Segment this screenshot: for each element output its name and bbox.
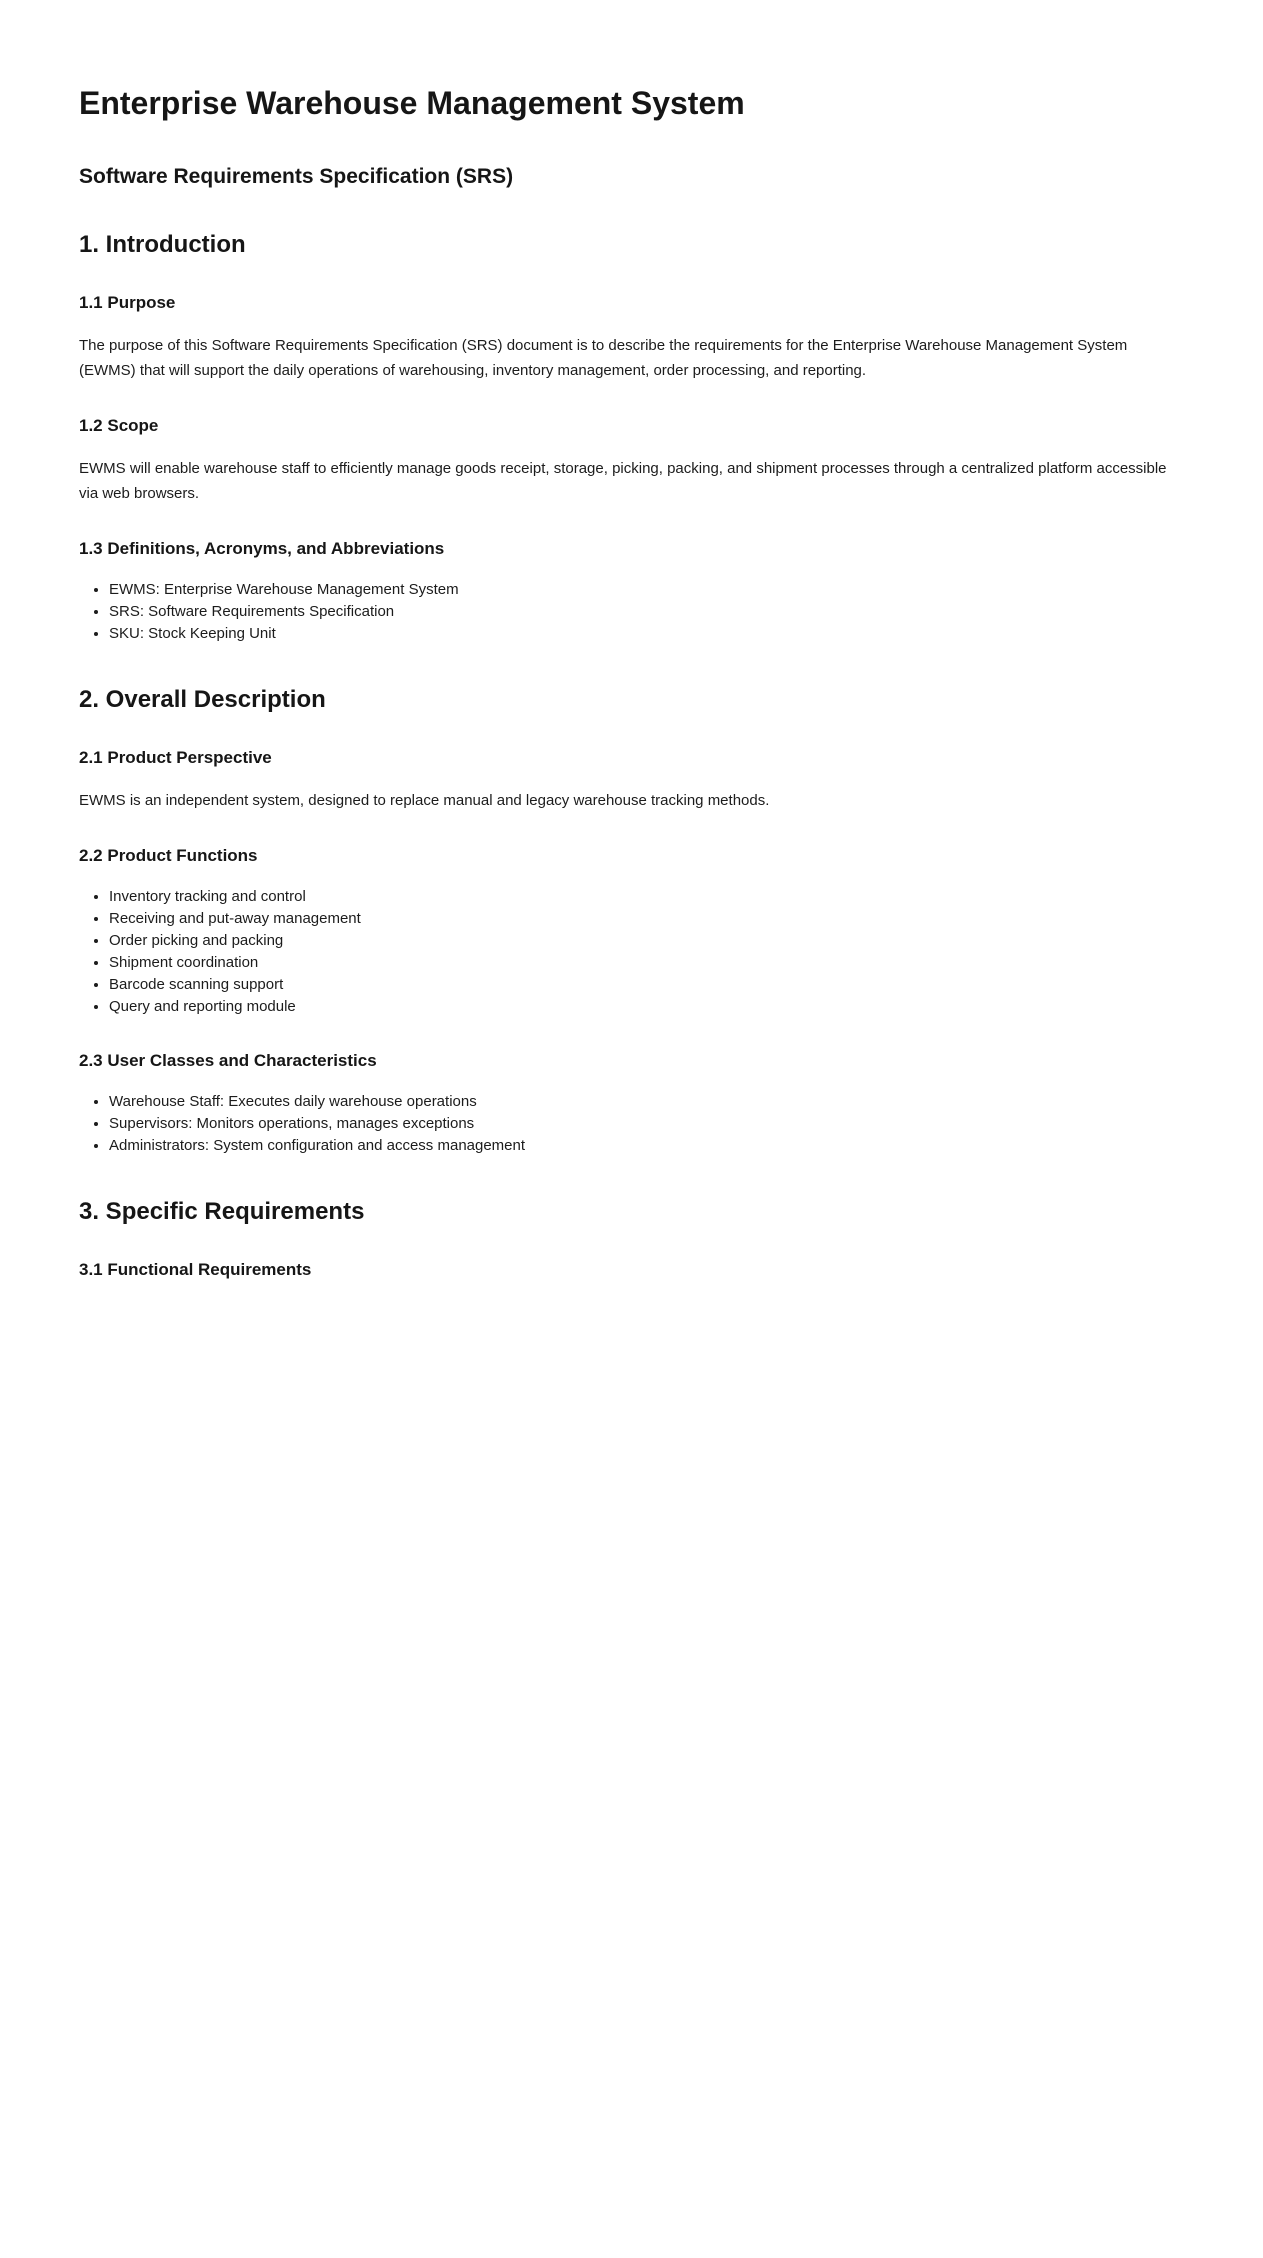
list-item: • Warehouse Staff: Executes daily warehouse operations (109, 1091, 1184, 1113)
subsection-heading-product-perspective: 2.1 Product Perspective (79, 748, 272, 767)
list-item: • Receiving and put-away management (109, 908, 1184, 930)
scope-paragraph: EWMS will enable warehouse staff to efficiently manage goods receipt, storage, picking, packing, and shipment processes through a centralized platform accessible via web browsers. (79, 460, 1167, 502)
list-item: • Barcode scanning support (109, 974, 1184, 996)
section-heading-specific-requirements: 3. Specific Requirements (79, 1198, 365, 1225)
document-title: Enterprise Warehouse Management System (79, 85, 745, 121)
product-perspective-paragraph: EWMS is an independent system, designed to replace manual and legacy warehouse tracking methods. (79, 792, 770, 809)
user-classes-list (79, 1091, 1184, 1157)
list-item: • Order picking and packing (109, 930, 1184, 952)
purpose-paragraph: The purpose of this Software Requirements Specification (SRS) document is to describe the requirements for the Enterprise Warehouse Management System (EWMS) that will support the daily operations of warehousing, inventory management, order processing, and reporting. (79, 337, 1128, 379)
list-item: • Inventory tracking and control (109, 886, 1184, 908)
definitions-list (79, 579, 1184, 645)
subsection-heading-product-functions: 2.2 Product Functions (79, 846, 258, 865)
subsection-heading-user-classes: 2.3 User Classes and Characteristics (79, 1051, 377, 1070)
list-item: • SRS: Software Requirements Specification (109, 601, 1184, 623)
list-item: • EWMS: Enterprise Warehouse Management System (109, 579, 1184, 601)
list-item: • Query and reporting module (109, 996, 1184, 1018)
product-functions-list (79, 886, 1184, 1018)
subsection-heading-purpose: 1.1 Purpose (79, 293, 176, 312)
subsection-heading-functional-requirements: 3.1 Functional Requirements (79, 1260, 312, 1279)
list-item: • SKU: Stock Keeping Unit (109, 623, 1184, 645)
subsection-heading-definitions: 1.3 Definitions, Acronyms, and Abbreviations (79, 539, 445, 558)
section-heading-overall-description: 2. Overall Description (79, 686, 326, 713)
list-item: • Supervisors: Monitors operations, manages exceptions (109, 1113, 1184, 1135)
list-item: • Administrators: System configuration and access management (109, 1135, 1184, 1157)
subsection-heading-scope: 1.2 Scope (79, 416, 159, 435)
document-subtitle: Software Requirements Specification (SRS) (79, 165, 514, 188)
list-item: • Shipment coordination (109, 952, 1184, 974)
section-heading-introduction: 1. Introduction (79, 231, 246, 258)
